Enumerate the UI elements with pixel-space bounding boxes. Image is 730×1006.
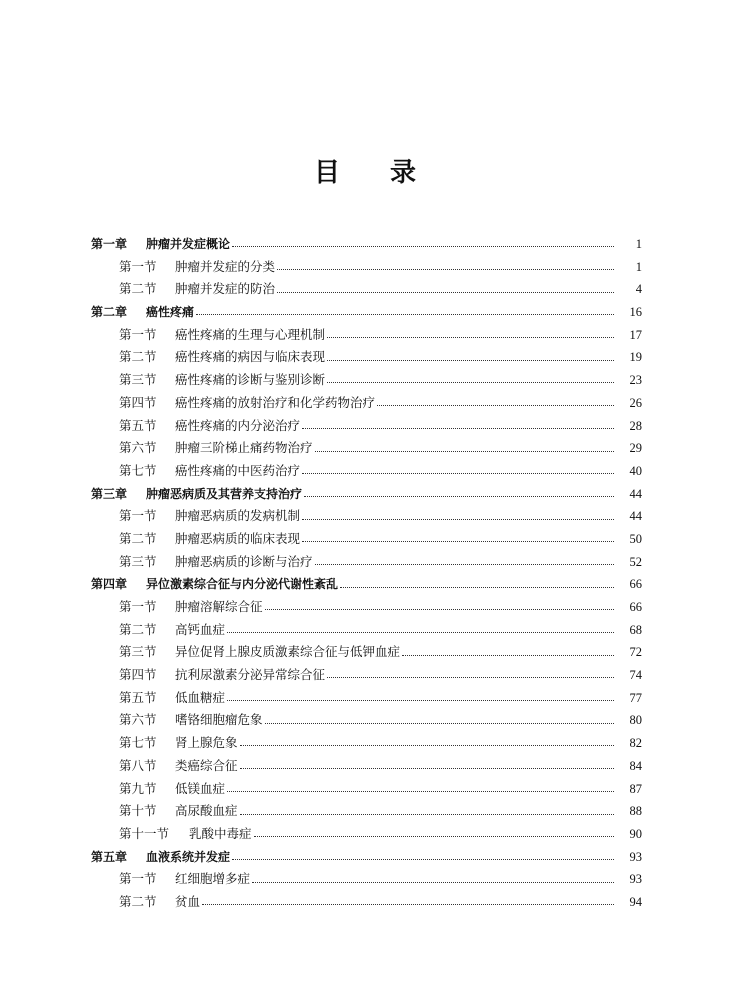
toc-entry-page-number: 4	[635, 282, 642, 297]
dot-leader	[327, 676, 614, 678]
toc-entry-number: 第四节	[119, 667, 157, 683]
toc-entry-title: 肿瘤恶病质的诊断与治疗	[175, 553, 313, 569]
toc-entry-number: 第一章	[91, 237, 128, 251]
toc-entry-page-number: 77	[629, 690, 642, 705]
toc-entry-page-number: 40	[629, 463, 642, 478]
toc-entry-page-number: 44	[629, 486, 642, 501]
toc-entry-number: 第二章	[91, 305, 128, 320]
toc-entry-title: 肿瘤恶病质的临床表现	[175, 530, 301, 546]
toc-entry-title: 低血糖症	[175, 689, 226, 705]
dot-leader	[315, 450, 614, 452]
toc-entry-title: 癌性疼痛的病因与临床表现	[175, 349, 326, 365]
table-of-contents	[0, 233, 730, 914]
toc-entry-number: 第五节	[119, 689, 157, 705]
toc-entry-page-number: 16	[629, 305, 642, 320]
toc-entry-page-number: 80	[629, 713, 642, 728]
dot-leader	[232, 858, 614, 860]
toc-section-entry[interactable]	[0, 415, 730, 438]
toc-entry-page-number: 66	[629, 577, 642, 592]
toc-entry-title: 癌性疼痛的诊断与鉴别诊断	[175, 372, 326, 388]
toc-section-entry[interactable]	[0, 346, 730, 369]
toc-section-entry[interactable]	[0, 800, 730, 823]
toc-section-entry[interactable]	[0, 437, 730, 460]
dot-leader	[304, 495, 614, 497]
toc-entry-page-number: 68	[629, 622, 642, 637]
dot-leader	[302, 427, 614, 429]
toc-section-entry[interactable]	[0, 392, 730, 415]
toc-chapter-entry[interactable]	[0, 233, 730, 256]
toc-section-entry[interactable]	[0, 528, 730, 551]
toc-section-entry[interactable]	[0, 709, 730, 732]
toc-entry-number: 第一节	[119, 326, 157, 342]
toc-entry-number: 第七节	[119, 735, 157, 751]
toc-entry-title: 血液系统并发症	[146, 849, 231, 864]
toc-entry-page-number: 19	[629, 350, 642, 365]
toc-entry-page-number: 74	[629, 668, 642, 683]
toc-entry-number: 第一节	[119, 508, 157, 524]
toc-entry-title: 肿瘤并发症的防治	[175, 281, 276, 297]
toc-entry-title: 肿瘤三阶梯止痛药物治疗	[175, 440, 313, 456]
toc-entry-title: 高尿酸血症	[175, 803, 238, 819]
toc-entry-page-number: 87	[629, 781, 642, 796]
toc-chapter-entry[interactable]	[0, 483, 730, 506]
toc-entry-title: 异位激素综合征与内分泌代谢性紊乱	[146, 577, 339, 592]
toc-entry-number: 第三节	[119, 644, 157, 660]
dot-leader	[265, 608, 614, 610]
toc-section-entry[interactable]	[0, 505, 730, 528]
dot-leader	[232, 245, 614, 247]
toc-entry-title: 乳酸中毒症	[189, 825, 252, 841]
dot-leader	[340, 586, 614, 588]
toc-entry-number: 第二节	[119, 893, 157, 909]
toc-entry-number: 第二节	[119, 621, 157, 637]
toc-entry-page-number: 1	[635, 237, 642, 251]
dot-leader	[327, 381, 614, 383]
toc-entry-number: 第四章	[91, 577, 128, 592]
toc-entry-title: 肿瘤并发症的分类	[175, 258, 276, 274]
toc-section-entry[interactable]	[0, 732, 730, 755]
toc-entry-number: 第一节	[119, 599, 157, 614]
dot-leader	[327, 359, 614, 361]
toc-entry-number: 第五章	[91, 849, 128, 864]
toc-entry-title: 癌性疼痛的生理与心理机制	[175, 326, 326, 342]
toc-entry-page-number: 88	[629, 804, 642, 819]
toc-section-entry[interactable]	[0, 664, 730, 687]
toc-entry-title: 肿瘤溶解综合征	[175, 599, 263, 614]
dot-leader	[227, 790, 614, 792]
toc-section-entry[interactable]	[0, 460, 730, 483]
toc-entry-number: 第六节	[119, 440, 157, 456]
toc-entry-page-number: 50	[629, 531, 642, 546]
toc-entry-title: 肿瘤恶病质及其营养支持治疗	[146, 486, 303, 501]
dot-leader	[227, 699, 614, 701]
toc-entry-page-number: 17	[629, 327, 642, 342]
toc-entry-page-number: 93	[629, 872, 642, 887]
toc-entry-title: 红细胞增多症	[175, 871, 251, 887]
toc-entry-number: 第五节	[119, 417, 157, 433]
dot-leader	[240, 767, 614, 769]
toc-entry-page-number: 26	[629, 395, 642, 410]
toc-section-entry[interactable]	[0, 278, 730, 301]
toc-section-entry[interactable]	[0, 324, 730, 347]
page-title-char-2: 录	[390, 157, 417, 188]
toc-entry-number: 第六节	[119, 712, 157, 728]
toc-entry-title: 高钙血症	[175, 621, 226, 637]
toc-entry-page-number: 84	[629, 758, 642, 773]
toc-section-entry[interactable]	[0, 755, 730, 778]
toc-entry-title: 异位促肾上腺皮质激素综合征与低钾血症	[175, 644, 401, 660]
toc-entry-title: 贫血	[175, 893, 201, 909]
toc-chapter-entry[interactable]	[0, 846, 730, 869]
toc-entry-page-number: 28	[629, 418, 642, 433]
toc-entry-title: 肿瘤并发症概论	[146, 237, 231, 251]
toc-entry-page-number: 90	[629, 826, 642, 841]
toc-entry-number: 第八节	[119, 757, 157, 773]
dot-leader	[254, 835, 614, 837]
toc-entry-page-number: 72	[629, 645, 642, 660]
dot-leader	[227, 631, 614, 633]
toc-entry-page-number: 29	[629, 441, 642, 456]
toc-section-entry[interactable]	[0, 256, 730, 279]
toc-entry-title: 肿瘤恶病质的发病机制	[175, 508, 301, 524]
dot-leader	[302, 472, 614, 474]
dot-leader	[277, 291, 614, 293]
dot-leader	[377, 404, 614, 406]
toc-section-entry[interactable]	[0, 868, 730, 891]
toc-section-entry[interactable]	[0, 596, 730, 619]
dot-leader	[277, 268, 614, 270]
toc-chapter-entry[interactable]	[0, 573, 730, 596]
toc-entry-title: 癌性疼痛的放射治疗和化学药物治疗	[175, 394, 376, 410]
page-title-char-1: 目	[313, 157, 340, 188]
toc-entry-number: 第三章	[91, 486, 128, 501]
toc-entry-number: 第二节	[119, 349, 157, 365]
toc-entry-number: 第九节	[119, 780, 157, 796]
toc-section-entry[interactable]	[0, 641, 730, 664]
toc-entry-number: 第七节	[119, 462, 157, 478]
toc-section-entry[interactable]	[0, 619, 730, 642]
toc-entry-title: 嗜铬细胞瘤危象	[175, 712, 263, 728]
page-title	[0, 150, 730, 190]
dot-leader	[302, 540, 614, 542]
toc-entry-title: 癌性疼痛的内分泌治疗	[175, 417, 301, 433]
toc-entry-page-number: 66	[629, 600, 642, 614]
toc-entry-page-number: 93	[629, 849, 642, 864]
dot-leader	[315, 563, 614, 565]
toc-entry-page-number: 52	[629, 554, 642, 569]
toc-entry-title: 肾上腺危象	[175, 735, 238, 751]
toc-entry-title: 抗利尿激素分泌异常综合征	[175, 667, 326, 683]
toc-entry-number: 第二节	[119, 281, 157, 297]
toc-section-entry[interactable]	[0, 687, 730, 710]
toc-entry-number: 第十节	[119, 803, 157, 819]
toc-section-entry[interactable]	[0, 369, 730, 392]
toc-entry-number: 第四节	[119, 394, 157, 410]
toc-entry-number: 第二节	[119, 530, 157, 546]
toc-entry-title: 癌性疼痛	[146, 305, 195, 320]
toc-entry-title: 癌性疼痛的中医药治疗	[175, 462, 301, 478]
dot-leader	[252, 881, 614, 883]
toc-section-entry[interactable]	[0, 823, 730, 846]
toc-entry-page-number: 23	[629, 373, 642, 388]
dot-leader	[327, 336, 614, 338]
toc-entry-page-number: 82	[629, 736, 642, 751]
toc-entry-number: 第一节	[119, 871, 157, 887]
toc-entry-number: 第三节	[119, 553, 157, 569]
dot-leader	[302, 518, 614, 520]
toc-entry-title: 低镁血症	[175, 780, 226, 796]
toc-section-entry[interactable]	[0, 891, 730, 914]
toc-entry-page-number: 44	[629, 509, 642, 524]
dot-leader	[202, 903, 614, 905]
toc-entry-number: 第一节	[119, 258, 157, 274]
dot-leader	[240, 813, 614, 815]
toc-entry-page-number: 94	[629, 894, 642, 909]
toc-chapter-entry[interactable]	[0, 301, 730, 324]
toc-entry-number: 第三节	[119, 372, 157, 388]
toc-section-entry[interactable]	[0, 778, 730, 801]
toc-section-entry[interactable]	[0, 551, 730, 574]
toc-entry-title: 类癌综合征	[175, 757, 238, 773]
toc-entry-number: 第十一节	[119, 825, 170, 841]
dot-leader	[402, 654, 614, 656]
dot-leader	[265, 722, 614, 724]
dot-leader	[240, 744, 614, 746]
toc-entry-page-number: 1	[635, 259, 642, 274]
dot-leader	[196, 313, 614, 315]
